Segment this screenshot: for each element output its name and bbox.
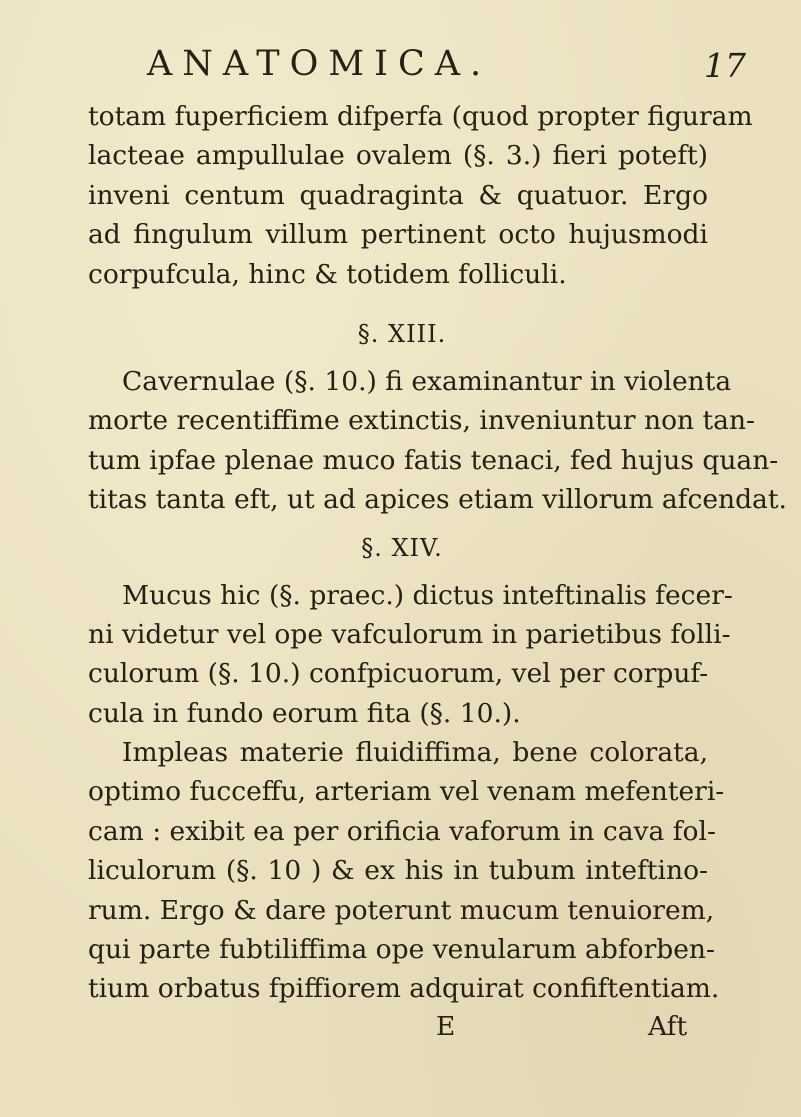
text-line: rum. Ergo & dare poterunt mucum tenuiorem, [88,894,715,926]
text-line: tum ipfae plenae muco fatis tenaci, fed hujus quan- [88,444,779,476]
text-line: ni videtur vel ope vafculorum in parietibus folli- [88,618,731,650]
text-line: lacteae ampullulae ovalem (§. 3.) fieri poteft) [88,140,708,172]
page-header [0,42,801,92]
text-line: totam fuperficiem difperfa (quod propter figuram [88,101,753,132]
signature-mark: E [436,1010,456,1042]
catchword: Aft [648,1010,688,1042]
running-title: ANATOMICA. [147,44,492,84]
text-line: Cavernulae (§. 10.) fi examinantur in violenta [122,365,732,397]
text-line: liculorum (§. 10 ) & ex his in tubum inteftino- [88,855,708,887]
text-line: inveni centum quadraginta & quatuor. Ergo [88,179,708,211]
text-line: optimo fucceffu, arteriam vel venam mefenteri- [88,776,725,808]
text-line: qui parte fubtiliffima ope venularum abforben- [88,934,715,966]
text-line: cula in fundo eorum fita (§. 10.). [88,697,521,729]
text-line: tium orbatus fpiffiorem adquirat confiftentiam. [88,973,720,1005]
section-heading-xiii: §. XIII. [357,319,447,348]
text-line: Impleas materie fluidiffima, bene colorata, [122,737,708,769]
page-footer [88,1009,708,1045]
text-line: Mucus hic (§. praec.) dictus inteftinalis fecer- [122,579,733,611]
main-text [88,97,787,1045]
section-xiii-paragraph [88,362,787,520]
text-line: titas tanta eft, ut ad apices etiam villorum afcendat. [88,484,787,516]
text-line: corpufcula, hinc & totidem folliculi. [88,258,567,290]
section-xiv-paragraph-a [88,576,733,734]
text-line: cam : exibit ea per orificia vaforum in cava fol- [88,815,716,847]
page-number: 17 [704,46,746,85]
text-line: morte recentiffime extinctis, inveniuntur non tan- [88,405,756,437]
section-heading-xiv: §. XIV. [361,533,443,562]
paragraph-1 [88,97,753,294]
text-line: ad fingulum villum pertinent octo hujusmodi [88,219,708,251]
section-xiv-paragraph-b [88,733,725,1009]
text-line: culorum (§. 10.) confpicuorum, vel per corpuf- [88,658,709,690]
